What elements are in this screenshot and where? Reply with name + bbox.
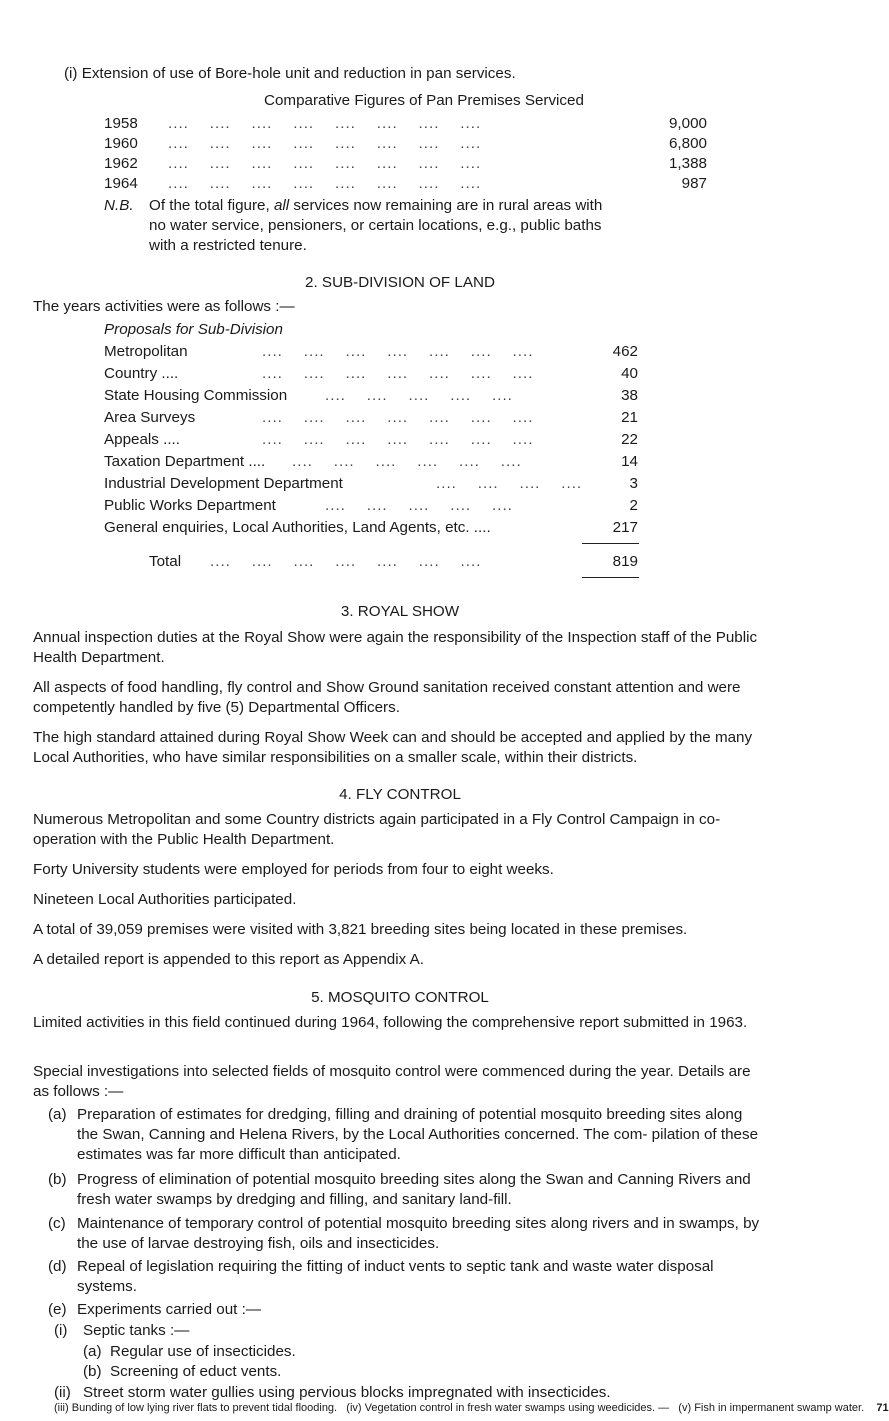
subdivision-value: 14: [621, 453, 638, 470]
item-marker: (a): [48, 1106, 67, 1123]
subdivision-label: General enquiries, Local Authorities, Land Agents, etc. ....: [104, 519, 491, 536]
subdivision-label: Public Works Department: [104, 497, 276, 514]
subdivision-value: 22: [621, 431, 638, 448]
item-text: Repeal of legislation requiring the fitting of induct vents to septic tank and waste water disposal systems.: [77, 1258, 714, 1295]
royal-show-p2: All aspects of food handling, fly control and Show Ground sanitation received constant attention and were competently handled by five (5) Departmental Officers.: [33, 679, 741, 716]
subdivision-value: 217: [612, 519, 638, 536]
fly-control-heading: 4. FLY CONTROL: [339, 786, 461, 803]
experiment-marker: (i): [54, 1322, 68, 1339]
item-marker: (b): [48, 1171, 67, 1188]
page-number: 71: [876, 1402, 889, 1414]
nb-line-3: with a restricted tenure.: [149, 237, 307, 254]
nb-label: N.B.: [104, 197, 134, 214]
royal-show-heading: 3. ROYAL SHOW: [340, 603, 460, 620]
pan-year: 1964: [104, 175, 138, 192]
royal-show-p1: Annual inspection duties at the Royal Show were again the responsibility of the Inspection staff of the Public Health Department.: [33, 629, 758, 666]
subdivision-value: 40: [621, 365, 638, 382]
item-text: Experiments carried out :—: [77, 1301, 262, 1318]
subdivision-total-label: Total: [149, 553, 182, 570]
experiment-text: Septic tanks :—: [83, 1322, 190, 1339]
pan-value: 6,800: [668, 135, 707, 152]
subdivision-subtitle: Proposals for Sub-Division: [104, 321, 283, 338]
subdivision-label: Metropolitan: [104, 343, 188, 360]
item-text: Progress of elimination of potential mosquito breeding sites along the Swan and Canning Rivers and fresh water swamps by dredging and filling, and sanitary land-fill.: [77, 1171, 751, 1208]
subdivision-value: 3: [629, 475, 638, 492]
subdivision-label: Country ....: [104, 365, 179, 382]
mosquito-p2: Special investigations into selected fields of mosquito control were commenced during the year. Details are as follows :—: [33, 1063, 751, 1100]
pan-year: 1962: [104, 155, 138, 172]
subdivision-value: 2: [629, 497, 638, 514]
pan-table-title: Comparative Figures of Pan Premises Serviced: [264, 92, 584, 109]
nb-line-1: Of the total figure, all services now remaining are in rural areas with: [149, 197, 603, 214]
item-text: Preparation of estimates for dredging, filling and draining of potential mosquito breeding sites along the Swan, Canning and Helena Rivers, by the Local Authorities concerned. The com- pilation of these estimates was far more difficult than anticipated.: [77, 1106, 759, 1163]
subdivision-label: Appeals ....: [104, 431, 180, 448]
mosquito-heading: 5. MOSQUITO CONTROL: [311, 989, 489, 1006]
subdivision-value: 38: [621, 387, 638, 404]
pan-value: 1,388: [668, 155, 707, 172]
document-page: (i) Extension of use of Bore-hole unit and reduction in pan services. Comparative Figures of Pan Premises Serviced 1958 .... .... .... .... .... .... .... .... 9,000 1960 .... .... .... .... .... .... .... .... 6,800 1962 .... .... .... .... .... .... .... .... 1,388 1964 .... .... .... .... .... .... .... .... 987 N.B. Of the total figure, all services now remaining are in rural areas with no water service, pensioners, or certain locations, e.g., public baths with a restricted tenure. 2. SUB-DIVISION OF LAND The years activities were as follows :— Proposals for Sub-Division Metropolitan .... .... .... .... .... .... .... 462 Country .... .... .... .... .... .... .... .... 40 State Housing Commission .... .... .... .... .... 38 Area Surveys .... .... .... .... .... .... .... 21 Appeals .... .... .... .... .... .... .... .... 22 Taxation Department .... .... .... .... .... .... .... 14 Industrial Development Department .... .... .... .... 3 Public Works Department .... .... .... .... .... 2 General enquiries, Local Authorities, Land Agents, etc. .... 217 Total .... .... .... .... .... .... .... 819 3. ROYAL SHOW Annual inspection duties at the Royal Show were again the responsibility of the Inspection staff of the Public Health Department. All aspects of food handling, fly control and Show Ground sanitation received constant attention and were competently handled by five (5) Departmental Officers. The high standard attained during Royal Show Week can and should be accepted and applied by the many Local Authorities, who have similar responsibilities on a smaller scale, within their districts. 4. FLY CONTROL Numerous Metropolitan and some Country districts again participated in a Fly Control Campaign in co- operation with the Public Health Department. Forty University students were employed for periods from four to eight weeks. Nineteen Local Authorities participated. A total of 39,059 premises were visited with 3,821 breeding sites being located in these premises. A detailed report is appended to this report as Appendix A. 5. MOSQUITO CONTROL Limited activities in this field continued during 1964, following the comprehensive report submitted in 1963. Special investigations into selected fields of mosquito control were commenced during the year. Details are as follows :— (a) Preparation of estimates for dredging, filling and draining of potential mosquito breeding sites along the Swan, Canning and Helena Rivers, by the Local Authorities concerned. The com- pilation of these estimates was far more difficult than anticipated. (b) Progress of elimination of potential mosquito breeding sites along the Swan and Canning Rivers and fresh water swamps by dredging and filling, and sanitary land-fill. (c) Maintenance of temporary control of potential mosquito breeding sites along rivers and in swamps, by the use of larvae destroying fish, oils and insecticides. (d) Repeal of legislation requiring the fitting of induct vents to septic tank and waste water disposal systems. (e) Experiments carried out :— (i) Septic tanks :— (a) Regular use of insecticides. (b) Screening of educt vents. (ii) Street storm water gullies using pervious blocks impregnated with insecticides. (iii) Bunding of low lying river flats to prevent tidal flooding. (iv) Vegetation control in fresh water swamps using weedicides. — (v) Fish in impermanent swamp water. 71: [0, 0, 800, 1421]
royal-show-p3: The high standard attained during Royal Show Week can and should be accepted and applied by the many Local Authorities, who have similar responsibilities on a smaller scale, within their districts.: [33, 729, 753, 766]
subdivision-label: Taxation Department ....: [104, 453, 266, 470]
item-text: Maintenance of temporary control of potential mosquito breeding sites along rivers and in swamps, by the use of larvae destroying fish, oils and insecticides.: [77, 1215, 760, 1252]
experiments-tail: (iii) Bunding of low lying river flats to prevent tidal flooding. (iv) Vegetation control in fresh water swamps using weedicides. — (v) Fish in impermanent swamp water. 71: [54, 1402, 889, 1414]
subdivision-total-value: 819: [612, 553, 638, 570]
subdivision-value: 21: [621, 409, 638, 426]
fly-control-p5: A detailed report is appended to this report as Appendix A.: [33, 951, 424, 968]
fly-control-p2: Forty University students were employed for periods from four to eight weeks.: [33, 861, 554, 878]
pan-year: 1960: [104, 135, 138, 152]
fly-control-p4: A total of 39,059 premises were visited with 3,821 breeding sites being located in these premises.: [33, 921, 688, 938]
fly-control-p1: Numerous Metropolitan and some Country districts again participated in a Fly Control Campaign in co- operation with the Public Health Department.: [33, 811, 721, 848]
total-rule-bottom: [582, 577, 639, 578]
pan-value: 987: [681, 175, 707, 192]
experiment-text: Screening of educt vents.: [110, 1363, 282, 1380]
pan-year: 1958: [104, 115, 138, 132]
subdivision-heading: 2. SUB-DIVISION OF LAND: [305, 274, 495, 291]
fly-control-p3: Nineteen Local Authorities participated.: [33, 891, 297, 908]
experiment-marker: (a): [83, 1343, 102, 1360]
experiment-marker: (ii): [54, 1384, 71, 1401]
item-marker: (e): [48, 1301, 67, 1318]
pan-value: 9,000: [668, 115, 707, 132]
subdivision-label: Industrial Development Department: [104, 475, 343, 492]
pan-heading: (i) Extension of use of Bore-hole unit and reduction in pan services.: [64, 65, 516, 82]
experiment-text: Street storm water gullies using pervious blocks impregnated with insecticides.: [83, 1384, 611, 1401]
subdivision-label: Area Surveys: [104, 409, 196, 426]
experiment-marker: (b): [83, 1363, 102, 1380]
subdivision-value: 462: [612, 343, 638, 360]
subdivision-label: State Housing Commission: [104, 387, 288, 404]
subdivision-intro: The years activities were as follows :—: [33, 298, 295, 315]
experiment-text: Regular use of insecticides.: [110, 1343, 296, 1360]
total-rule-top: [582, 543, 639, 544]
item-marker: (c): [48, 1215, 66, 1232]
mosquito-p1: Limited activities in this field continued during 1964, following the comprehensive report submitted in 1963.: [33, 1014, 748, 1031]
item-marker: (d): [48, 1258, 67, 1275]
nb-line-2: no water service, pensioners, or certain locations, e.g., public baths: [149, 217, 602, 234]
